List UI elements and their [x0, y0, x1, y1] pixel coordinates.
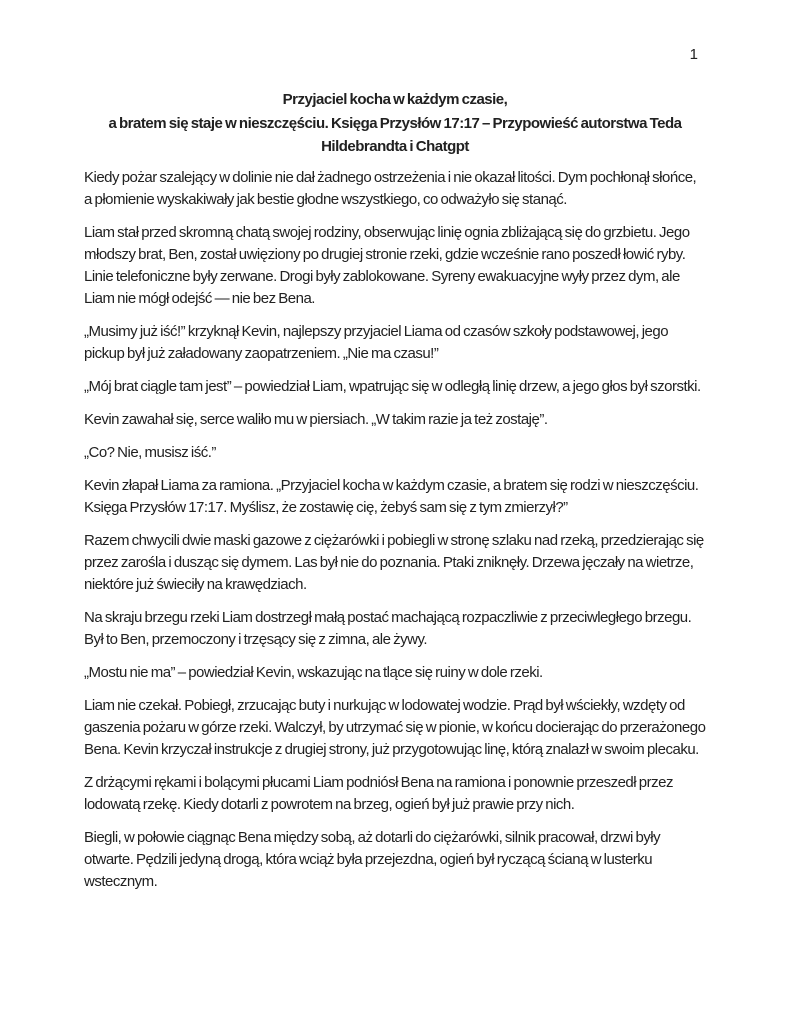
paragraph-12: Z drżącymi rękami i bolącymi płucami Liam podniósł Bena na ramiona i ponownie przeszedł przez lodowatą rzekę. Kiedy dotarli z powrotem na brzeg, ogień był już prawie przy nich. — [84, 773, 673, 813]
paragraph-9: Na skraju brzegu rzeki Liam dostrzegł małą postać machającą rozpaczliwie z przeciwległego brzegu. Był to Ben, przemoczony i trzęsący się z zimna, ale żywy. — [84, 608, 692, 648]
paragraph-5: Kevin zawahał się, serce waliło mu w piersiach. „W takim razie ja też zostaję”. — [84, 410, 548, 428]
title-line-1: Przyjaciel kocha w każdym czasie, — [282, 91, 508, 108]
paragraph-10: „Mostu nie ma” – powiedział Kevin, wskazując na tlące się ruiny w dole rzeki. — [84, 663, 543, 681]
paragraph-6: „Co? Nie, musisz iść.” — [84, 443, 216, 461]
title-line-3: Hildebrandta i Chatgpt — [321, 138, 469, 155]
paragraph-7: Kevin złapał Liama za ramiona. „Przyjaciel kocha w każdym czasie, a bratem się rodzi w nieszczęściu. Księga Przysłów 17:17. Myślisz, że zostawię cię, żebyś sam się z tym zmierzył?” — [84, 476, 699, 516]
document-content — [84, 88, 706, 904]
paragraph-2: Liam stał przed skromną chatą swojej rodziny, obserwując linię ognia zbliżającą się do grzbietu. Jego młodszy brat, Ben, został uwięziony po drugiej stronie rzeki, gdzie wcześnie rano poszedł łowić ryby. Linie telefoniczne były zerwane. Drogi były zablokowane. Syreny ewakuacyjne wyły przez dym, ale Liam nie mógł odejść — nie bez Bena. — [84, 223, 690, 307]
title-line-2: a bratem się staje w nieszczęściu. Księga Przysłów 17:17 – Przypowieść autorstwa Teda — [108, 114, 682, 132]
paragraph-4: „Mój brat ciągle tam jest” – powiedział Liam, wpatrując się w odległą linię drzew, a jego głos był szorstki. — [84, 377, 701, 395]
paragraph-11: Liam nie czekał. Pobiegł, zrzucając buty i nurkując w lodowatej wodzie. Prąd był wściekły, wzdęty od gaszenia pożaru w górze rzeki. Walczył, by utrzymać się w pionie, w końcu docierając do przerażonego Bena. Kevin krzyczał instrukcje z drugiej strony, już przygotowując linę, którą znalazł w swoim plecaku. — [84, 696, 706, 758]
paragraph-8: Razem chwycili dwie maski gazowe z ciężarówki i pobiegli w stronę szlaku nad rzeką, przedzierając się przez zarośla i dusząc się dymem. Las był nie do poznania. Ptaki zniknęły. Drzewa jęczały na wietrze, niektóre już świeciły na krawędziach. — [84, 531, 704, 593]
paragraph-1: Kiedy pożar szalejący w dolinie nie dał żadnego ostrzeżenia i nie okazał litości. Dym pochłonął słońce, a płomienie wyskakiwały jak bestie głodne wszystkiego, co odważyło się stanąć. — [84, 168, 697, 208]
paragraph-3: „Musimy już iść!” krzyknął Kevin, najlepszy przyjaciel Liama od czasów szkoły podstawowej, jego pickup był już załadowany zaopatrzeniem. „Nie ma czasu!” — [84, 322, 669, 362]
document-title — [84, 88, 706, 159]
page-number: 1 — [689, 46, 698, 63]
paragraph-13: Biegli, w połowie ciągnąc Bena między sobą, aż dotarli do ciężarówki, silnik pracował, drzwi były otwarte. Pędzili jedyną drogą, która wciąż była przejezdna, ogień był ryczącą ścianą w lusterku wstecznym. — [84, 828, 661, 890]
